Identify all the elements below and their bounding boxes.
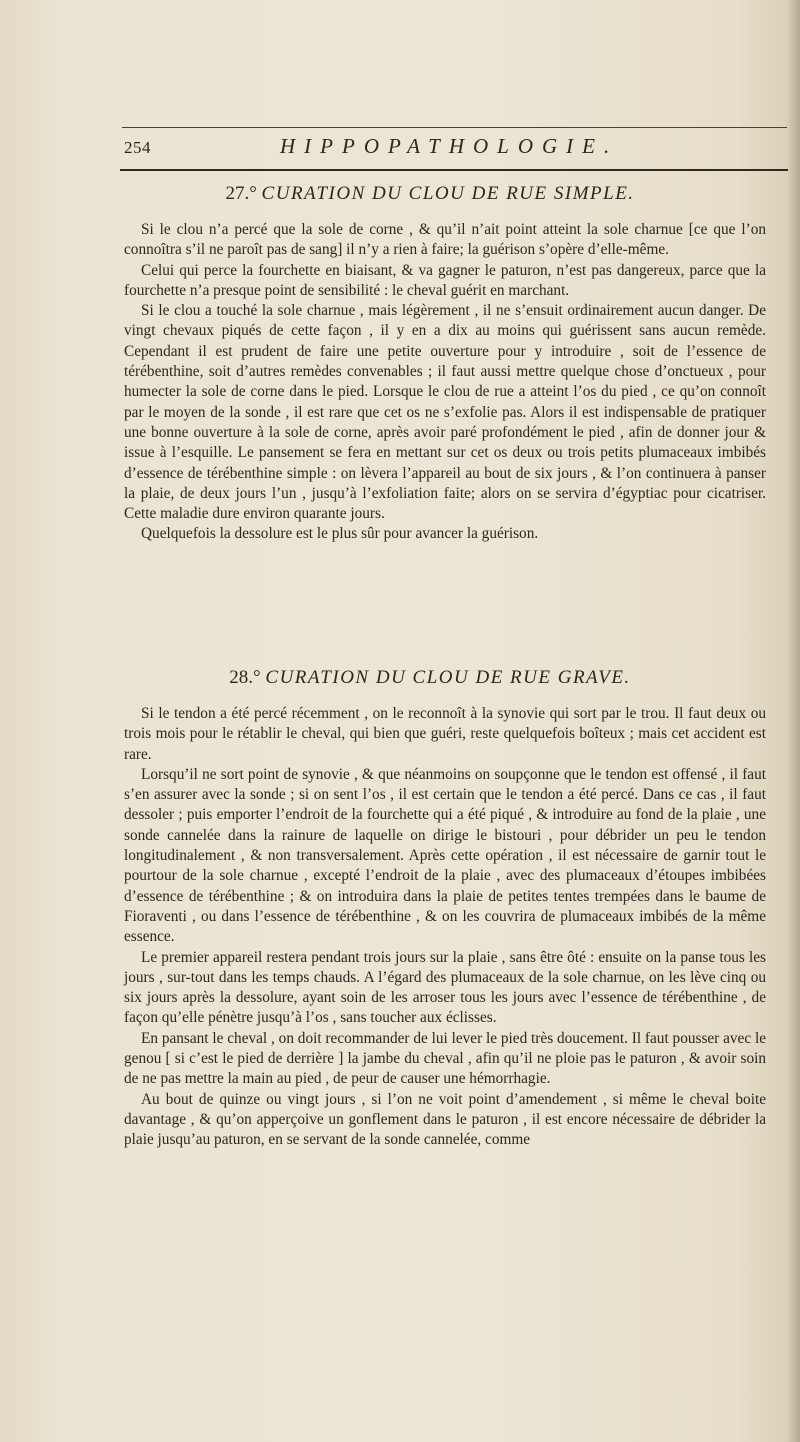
paragraph: Si le clou a touché la sole charnue , mais légèrement , il ne s’ensuit ordinairement aucun danger. De vingt chevaux piqués de cette façon , il y en a dix au moins qui guérissent sans aucun remède. Cependant il est prudent de faire une petite ouverture pour y introduire , soit de l’essence de térébenthine, soit d’autres remèdes convenables ; il faut aussi mettre quelque chose d’onctueux , pour humecter la sole de corne dans le pied. Lorsque le clou de rue a atteint l’os du pied , ce qu’on connoît par le moyen de la sonde , il est rare que cet os ne s’exfolie pas. Alors il est indispensable de pratiquer une bonne ouverture à la sole de corne, après avoir paré profondément le pied , afin de donner jour & issue à l’esquille. Le pansement se fera en mettant sur cet os deux ou trois petits plumaceaux imbibés d’essence de térébenthine simple : on lèvera l’appareil au bout de six jours , & l’on continuera à panser la plaie, de deux jours l’un , jusqu’à l’exfoliation faite; alors on se servira d’égyptiac pour cicatriser. Cette maladie dure environ quarante jours. [124, 302, 766, 523]
paragraph: Si le clou n’a percé que la sole de corne , & qu’il n’ait point atteint la sole charnue [ce que l’on connoîtra s’il ne paroît pas de sang] il n’y a rien à faire; la guérison s’opère d’elle-même. [124, 221, 766, 259]
section-body [124, 704, 766, 1151]
paragraph: Le premier appareil restera pendant trois jours sur la plaie , sans être ôté : ensuite on la panse tous les jours , sur-tout dans les temps chauds. A l’égard des plumaceaux de la sole charnue, on les lève cinq ou six jours après la dessolure, ayant soin de les arroser tous les jours avec l’essence de térébenthine , de façon qu’elle pénètre jusqu’à l’os , sans toucher aux éclisses. [124, 948, 766, 1027]
section-body [124, 220, 766, 545]
paragraph: Au bout de quinze ou vingt jours , si l’on ne voit point d’amendement , si même le cheval boite davantage , & qu’on apperçoive un gonflement dans le paturon , il est encore nécessaire de débrider la plaie jusqu’au paturon, en se servant de la sonde cannelée, comme [124, 1090, 766, 1149]
section-number: 28.° [229, 667, 261, 688]
paragraph: Celui qui perce la fourchette en biaisant, & va gagner le paturon, n’est pas dangereux, parce que la fourchette n’a presque point de sensibilité : le cheval guérit en marchant. [124, 261, 766, 299]
header-rule-bottom [120, 169, 788, 171]
paragraph: Lorsqu’il ne sort point de synovie , & que néanmoins on soupçonne que le tendon est offensé , il faut s’en assurer avec la sonde ; si on sent l’os , il est certain que le tendon a été percé. Dans ce cas , il faut dessoler ; puis emporter l’endroit de la fourchette qui a été piqué , & introduire au fond de la plaie , une sonde cannelée dans la rainure de laquelle on dirige le bistouri , pour débrider un peu le tendon longitudinalement , & non transversalement. Après cette opération , il est nécessaire de garnir tout le pourtour de la sole charnue , excepté l’endroit de la plaie , avec des plumaceaux d’étoupes imbibées d’essence de térébenthine ; & on introduira dans la plaie de petites tentes trempées dans le baume de Fioraventi , ou dans l’essence de térébenthine , & on les couvrira de plumaceaux imbibés de la même essence. [124, 765, 766, 946]
section-title: CURATION DU CLOU DE RUE SIMPLE. [261, 183, 635, 204]
section-title: CURATION DU CLOU DE RUE GRAVE. [265, 667, 631, 688]
paragraph: Quelquefois la dessolure est le plus sûr pour avancer la guérison. [141, 525, 539, 543]
paragraph: Si le tendon a été percé récemment , on le reconnoît à la synovie qui sort par le trou. Il faut deux ou trois mois pour le rétablir le cheval, qui bien que guéri, reste quelquefois boîteux ; mais cet accident est rare. [124, 705, 766, 763]
page-edge-shadow [786, 0, 800, 1442]
page-number: 254 [124, 138, 151, 157]
section-heading [60, 667, 800, 689]
header-rule-top [122, 127, 787, 128]
running-head: HIPPOPATHOLOGIE. [280, 134, 619, 158]
paragraph: En pansant le cheval , on doit recommander de lui lever le pied très doucement. Il faut pousser avec le genou [ si c’est le pied de derrière ] la jambe du cheval , afin qu’il ne ploie pas le paturon , & avoir soin de ne pas mettre la main au pied , de peur de causer une hémorrhagie. [124, 1029, 766, 1088]
section-number: 27.° [225, 183, 257, 204]
section-heading [60, 183, 800, 205]
